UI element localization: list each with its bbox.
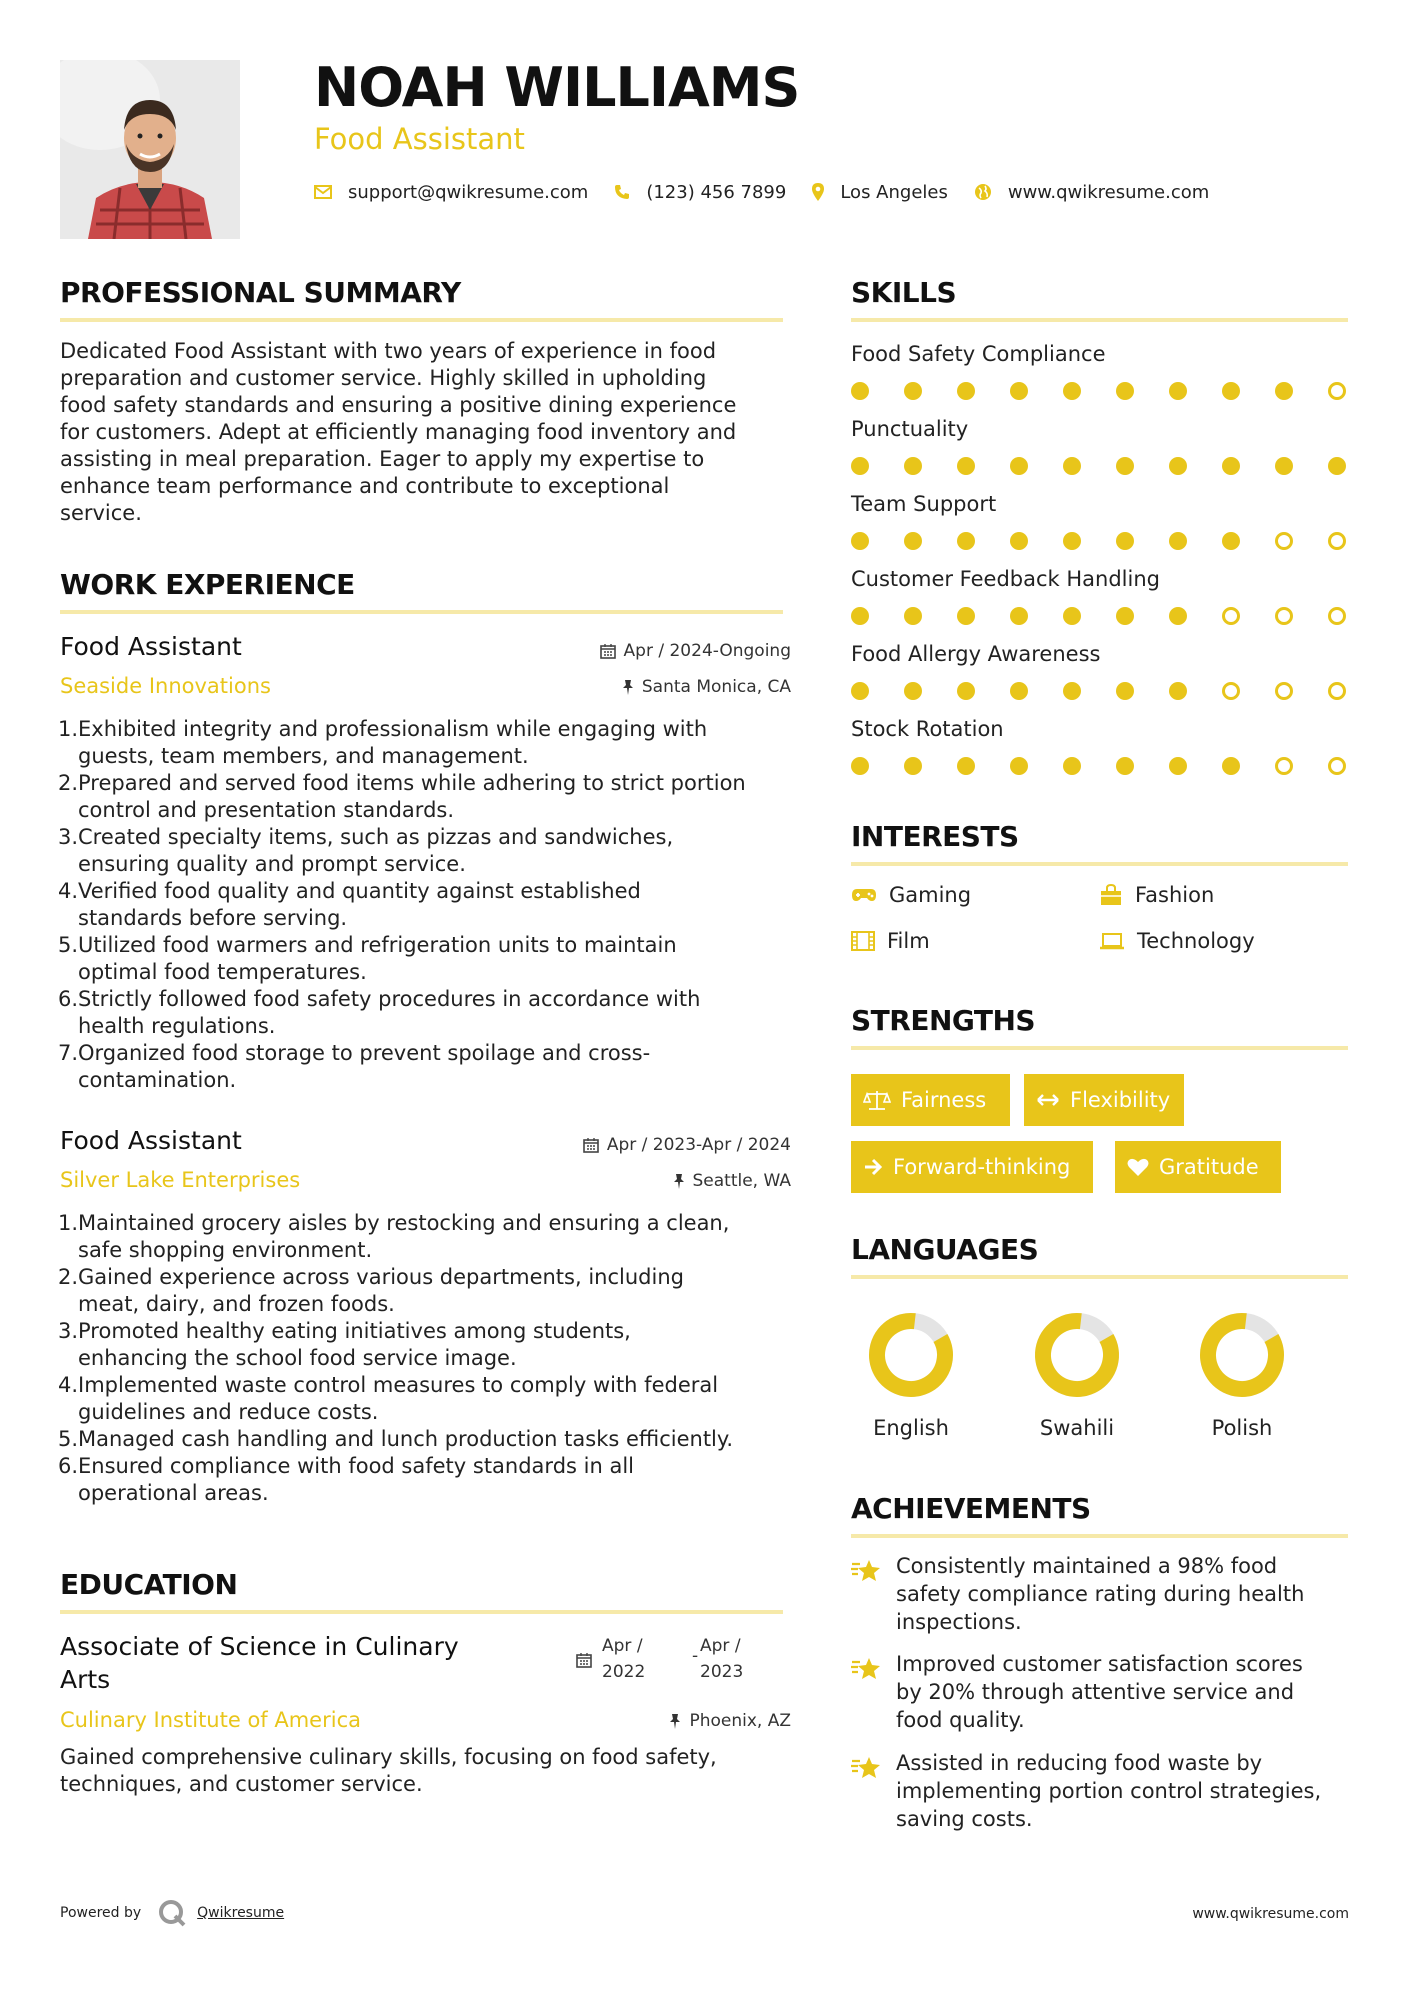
list-number: 6. [58,1454,79,1478]
list-line: Maintained grocery aisles by restocking and ensuring a clean, [78,1211,730,1235]
list-line: optimal food temperatures. [78,960,367,984]
rating-dot-filled [1010,682,1028,700]
phone-icon [614,184,630,200]
list-line: Prepared and served food items while adhering to strict portion [78,771,746,795]
pushpin-icon [622,679,634,695]
strength-tag-fairness [851,1074,1010,1126]
laptop-icon [1099,932,1125,950]
list-line: health regulations. [78,1014,276,1038]
list-number: 5. [58,1427,79,1451]
rating-dot-filled [1063,382,1081,400]
footer-website[interactable]: www.qwikresume.com [1192,1906,1349,1922]
list-line: operational areas. [78,1481,269,1505]
calendar-icon [576,1652,592,1668]
qwikresume-logo-icon [157,1898,187,1928]
brand-link[interactable]: Qwikresume [197,1905,285,1921]
arrows-horizontal-icon [1036,1093,1060,1107]
rating-dot-filled [1010,457,1028,475]
language-level-ring [1032,1310,1122,1400]
list-item [60,824,795,878]
rating-dot-empty [1328,757,1346,775]
film-icon [851,931,875,951]
pushpin-icon [669,1713,681,1729]
website-text: www.qwikresume.com [1007,181,1210,203]
job-location [673,1171,792,1191]
list-number: 3. [58,1319,79,1343]
rating-dot-filled [1063,532,1081,550]
ring-fill [866,1310,956,1400]
skill-name: Food Safety Compliance [851,342,1106,366]
rating-dot-empty [1222,607,1240,625]
skill-name: Customer Feedback Handling [851,567,1160,591]
shopping-bag-icon [1099,884,1123,906]
job-location-text: Seattle, WA [692,1171,791,1191]
list-line: Ensured compliance with food safety standards in all [78,1454,634,1478]
rating-dot-filled [1063,457,1081,475]
rating-dot-filled [851,757,869,775]
list-number: 1. [58,717,79,741]
rating-dot-empty [1222,682,1240,700]
list-line: safe shopping environment. [78,1238,373,1262]
list-item [60,1426,795,1453]
education-location-text: Phoenix, AZ [689,1711,791,1731]
rating-dot-filled [1116,382,1134,400]
summary-line: assisting in meal preparation. Eager to apply my expertise to [60,447,705,471]
list-item [60,1318,795,1372]
rating-dot-filled [957,607,975,625]
job-date-text: Apr / 2023-Apr / 2024 [606,1135,791,1155]
job-company: Silver Lake Enterprises [60,1168,301,1192]
skill-rating [851,607,1351,625]
achievement-line: food quality. [896,1708,1025,1732]
education-desc-line: techniques, and customer service. [60,1772,423,1796]
contact-website[interactable] [974,182,1209,203]
list-item [60,1453,795,1507]
summary-line: food safety standards and ensuring a positive dining experience [60,393,737,417]
rating-dot-filled [957,757,975,775]
skill-rating [851,757,1351,775]
star-icon [850,1656,882,1682]
candidate-name: NOAH WILLIAMS [314,56,800,119]
rating-dot-filled [1222,382,1240,400]
ring-fill [1032,1310,1122,1400]
list-line: Utilized food warmers and refrigeration units to maintain [78,933,677,957]
strengths-heading: STRENGTHS [851,1004,1036,1037]
language-level-ring [1197,1310,1287,1400]
languages-heading: LANGUAGES [851,1233,1039,1266]
profile-photo [60,60,240,239]
footer-powered-by [60,1898,284,1928]
rating-dot-filled [1328,457,1346,475]
pushpin-icon [673,1173,685,1189]
education-desc-line: Gained comprehensive culinary skills, focusing on food safety, [60,1745,717,1769]
interest-label: Gaming [889,883,972,907]
strength-label: Fairness [901,1088,987,1112]
achievements-divider [851,1534,1348,1538]
envelope-icon [314,185,332,199]
rating-dot-filled [1116,757,1134,775]
list-item [60,986,795,1040]
summary-line: service. [60,501,142,525]
skill-name: Team Support [851,492,997,516]
achievement-text [896,1749,1351,1833]
education-description [60,1744,795,1798]
calendar-icon [583,1137,599,1153]
job-location-text: Santa Monica, CA [641,677,791,697]
strengths-divider [851,1046,1348,1050]
experience-divider [60,610,783,614]
balance-scale-icon [863,1089,891,1111]
interests-divider [851,862,1348,866]
job-company: Seaside Innovations [60,674,271,698]
list-line: Managed cash handling and lunch production tasks efficiently. [78,1427,733,1451]
edu-start-month: Apr / [602,1636,643,1656]
rating-dot-filled [1222,532,1240,550]
rating-dot-filled [1222,457,1240,475]
achievement-line: inspections. [896,1610,1022,1634]
skill-rating [851,457,1351,475]
achievements-heading: ACHIEVEMENTS [851,1492,1091,1525]
rating-dot-filled [1169,757,1187,775]
achievement-line: implementing portion control strategies, [896,1779,1322,1803]
rating-dot-filled [957,457,975,475]
interests-heading: INTERESTS [851,820,1019,853]
rating-dot-filled [1063,757,1081,775]
rating-dot-filled [904,532,922,550]
rating-dot-filled [957,382,975,400]
achievement-line: safety compliance rating during health [896,1582,1305,1606]
ring-fill [1197,1310,1287,1400]
job-location [622,677,791,697]
skills-divider [851,318,1348,322]
list-line: enhancing the school food service image. [78,1346,517,1370]
job-date [583,1135,791,1155]
rating-dot-filled [1116,607,1134,625]
rating-dot-filled [904,607,922,625]
job-date [600,641,791,661]
list-number: 5. [58,933,79,957]
phone-text: (123) 456 7899 [646,181,787,203]
skill-rating [851,382,1351,400]
summary-heading: PROFESSIONAL SUMMARY [60,276,461,309]
rating-dot-filled [904,457,922,475]
rating-dot-filled [957,532,975,550]
list-number: 2. [58,1265,79,1289]
list-line: Organized food storage to prevent spoilage and cross- [78,1041,651,1065]
person-photo-illustration [60,60,240,239]
edu-date-dash: - [692,1646,699,1666]
skill-name: Stock Rotation [851,717,1004,741]
list-item [60,1372,795,1426]
rating-dot-filled [851,682,869,700]
contact-email[interactable] [314,182,588,203]
rating-dot-filled [1222,757,1240,775]
list-line: meat, dairy, and frozen foods. [78,1292,395,1316]
language-name: Polish [1211,1416,1273,1440]
experience-heading: WORK EXPERIENCE [60,568,355,601]
degree-line: Arts [60,1665,111,1694]
interest-item-gaming [851,883,971,907]
rating-dot-filled [1169,607,1187,625]
globe-icon [974,183,992,201]
strength-label: Flexibility [1070,1088,1171,1112]
rating-dot-filled [1116,457,1134,475]
list-line: ensuring quality and prompt service. [78,852,466,876]
skill-rating [851,682,1351,700]
summary-divider [60,318,783,322]
interest-label: Film [887,929,930,953]
rating-dot-filled [1010,532,1028,550]
rating-dot-empty [1328,532,1346,550]
job-title: Food Assistant [60,1126,242,1155]
rating-dot-filled [851,382,869,400]
school-name: Culinary Institute of America [60,1708,361,1732]
list-line: standards before serving. [78,906,348,930]
list-item [60,716,795,770]
skill-name: Punctuality [851,417,969,441]
rating-dot-filled [1063,682,1081,700]
language-name: Swahili [1039,1416,1115,1440]
list-number: 6. [58,987,79,1011]
education-divider [60,1610,783,1614]
list-number: 7. [58,1041,79,1065]
list-number: 3. [58,825,79,849]
rating-dot-filled [1010,757,1028,775]
list-line: Strictly followed food safety procedures in accordance with [78,987,701,1011]
rating-dot-empty [1328,382,1346,400]
contact-row [314,178,1235,206]
rating-dot-empty [1275,682,1293,700]
strength-tag-flexibility [1024,1074,1184,1126]
list-item [60,1210,795,1264]
list-number: 4. [58,1373,79,1397]
contact-location [812,182,948,203]
strength-label: Forward-thinking [893,1155,1071,1179]
rating-dot-filled [1010,382,1028,400]
rating-dot-empty [1275,607,1293,625]
interest-item-film [851,929,930,953]
list-number: 2. [58,771,79,795]
edu-start-year: 2022 [602,1662,646,1682]
languages-divider [851,1275,1348,1279]
list-item [60,932,795,986]
list-item [60,770,795,824]
list-line: Implemented waste control measures to comply with federal [78,1373,719,1397]
rating-dot-filled [904,757,922,775]
education-heading: EDUCATION [60,1568,238,1601]
job-date-text: Apr / 2024-Ongoing [623,641,791,661]
rating-dot-empty [1328,682,1346,700]
gamepad-icon [851,887,877,903]
rating-dot-filled [851,532,869,550]
calendar-icon [600,643,616,659]
achievement-line: by 20% through attentive service and [896,1680,1295,1704]
interest-item-fashion [1099,883,1214,907]
strength-tag-gratitude [1115,1141,1281,1193]
achievement-line: Improved customer satisfaction scores [896,1652,1303,1676]
star-icon [850,1558,882,1584]
candidate-title: Food Assistant [314,122,525,156]
rating-dot-filled [904,382,922,400]
rating-dot-filled [1169,382,1187,400]
interest-label: Fashion [1135,883,1215,907]
list-line: Verified food quality and quantity against established [78,879,641,903]
rating-dot-filled [1169,457,1187,475]
summary-line: preparation and customer service. Highly skilled in upholding [60,366,707,390]
rating-dot-filled [1169,532,1187,550]
star-icon [850,1755,882,1781]
rating-dot-filled [1116,682,1134,700]
list-item [60,878,795,932]
achievement-text [896,1650,1351,1734]
edu-end-year: 2023 [700,1662,744,1682]
arrow-right-icon [863,1158,883,1176]
rating-dot-empty [1328,607,1346,625]
location-text: Los Angeles [840,181,948,203]
skill-name: Food Allergy Awareness [851,642,1101,666]
education-location [669,1711,791,1731]
achievement-text [896,1552,1351,1636]
heart-icon [1127,1157,1149,1177]
map-marker-icon [812,183,824,201]
summary-line: for customers. Adept at efficiently managing food inventory and [60,420,737,444]
achievement-line: saving costs. [896,1807,1033,1831]
summary-text [60,338,790,527]
language-level-ring [866,1310,956,1400]
job-duties-list [60,716,795,1094]
list-line: Gained experience across various departments, including [78,1265,684,1289]
rating-dot-filled [904,682,922,700]
achievement-line: Assisted in reducing food waste by [896,1751,1263,1775]
degree-line: Associate of Science in Culinary [60,1632,459,1661]
list-line: Created specialty items, such as pizzas and sandwiches, [78,825,674,849]
language-name: English [873,1416,949,1440]
list-number: 4. [58,879,79,903]
list-item [60,1040,795,1094]
email-text: support@qwikresume.com [348,181,589,203]
rating-dot-empty [1275,532,1293,550]
rating-dot-filled [1116,532,1134,550]
skills-heading: SKILLS [851,276,957,309]
list-line: Exhibited integrity and professionalism while engaging with [78,717,708,741]
rating-dot-filled [1063,607,1081,625]
interest-label: Technology [1137,929,1255,953]
rating-dot-filled [851,457,869,475]
rating-dot-filled [851,607,869,625]
strength-tag-forward-thinking [851,1141,1093,1193]
rating-dot-filled [1275,382,1293,400]
list-line: contamination. [78,1068,237,1092]
skill-rating [851,532,1351,550]
interest-item-technology [1099,929,1255,953]
job-title: Food Assistant [60,632,242,661]
rating-dot-empty [1275,757,1293,775]
job-duties-list [60,1210,795,1507]
list-line: guests, team members, and management. [78,744,529,768]
contact-phone[interactable] [614,182,786,203]
list-number: 1. [58,1211,79,1235]
rating-dot-filled [1010,607,1028,625]
summary-line: Dedicated Food Assistant with two years of experience in food [60,339,717,363]
list-item [60,1264,795,1318]
achievement-line: Consistently maintained a 98% food [896,1554,1278,1578]
rating-dot-filled [1275,457,1293,475]
summary-line: enhance team performance and contribute to exceptional [60,474,670,498]
strength-label: Gratitude [1159,1155,1259,1179]
list-line: Promoted healthy eating initiatives among students, [78,1319,631,1343]
list-line: guidelines and reduce costs. [78,1400,379,1424]
powered-by-text: Powered by [60,1905,142,1921]
list-line: control and presentation standards. [78,798,455,822]
rating-dot-filled [1169,682,1187,700]
edu-end-month: Apr / [700,1636,741,1656]
rating-dot-filled [957,682,975,700]
